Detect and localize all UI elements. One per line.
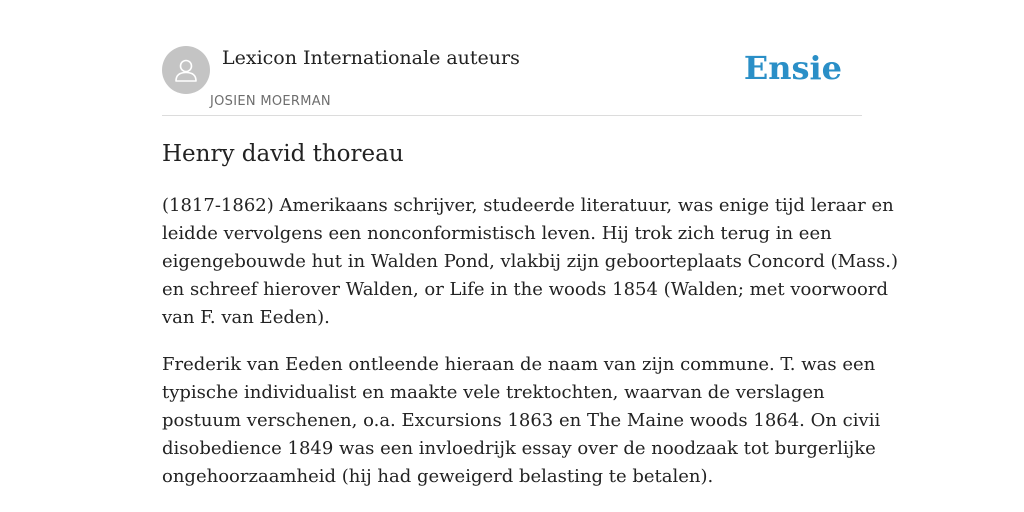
text-line: postuum verschenen, o.a. Excursions 1863 en The Maine woods 1864. On civii <box>162 410 881 431</box>
text-line: van F. van Eeden). <box>162 307 330 328</box>
text-line: (1817-1862) Amerikaans schrijver, studeerde literatuur, was enige tijd leraar en <box>162 195 894 216</box>
entry-title: Henry david thoreau <box>162 141 404 167</box>
source-title-link[interactable]: Lexicon Internationale auteurs <box>222 47 520 69</box>
text-line: eigengebouwde hut in Walden Pond, vlakbij zijn geboorteplaats Concord (Mass.) <box>162 251 898 272</box>
avatar[interactable] <box>162 46 210 94</box>
brand-logo[interactable]: Ensie <box>743 49 842 87</box>
text-line: en schreef hierover Walden, or Life in the woods 1854 (Walden; met voorwoord <box>162 279 889 300</box>
text-line: leidde vervolgens een nonconformistisch leven. Hij trok zich terug in een <box>162 223 832 244</box>
entry-paragraph <box>162 351 881 491</box>
text-line: disobedience 1849 was een invloedrijk essay over de noodzaak tot burgerlijke <box>162 438 876 459</box>
source-header <box>162 46 862 116</box>
author-link[interactable]: JOSIEN MOERMAN <box>210 94 331 109</box>
text-line: ongehoorzaamheid (hij had geweigerd belasting te betalen). <box>162 466 714 487</box>
text-line: Frederik van Eeden ontleende hieraan de naam van zijn commune. T. was een <box>162 354 876 375</box>
user-icon <box>172 56 200 84</box>
text-line: typische individualist en maakte vele trektochten, waarvan de verslagen <box>162 382 825 403</box>
entry-paragraph <box>162 192 898 332</box>
